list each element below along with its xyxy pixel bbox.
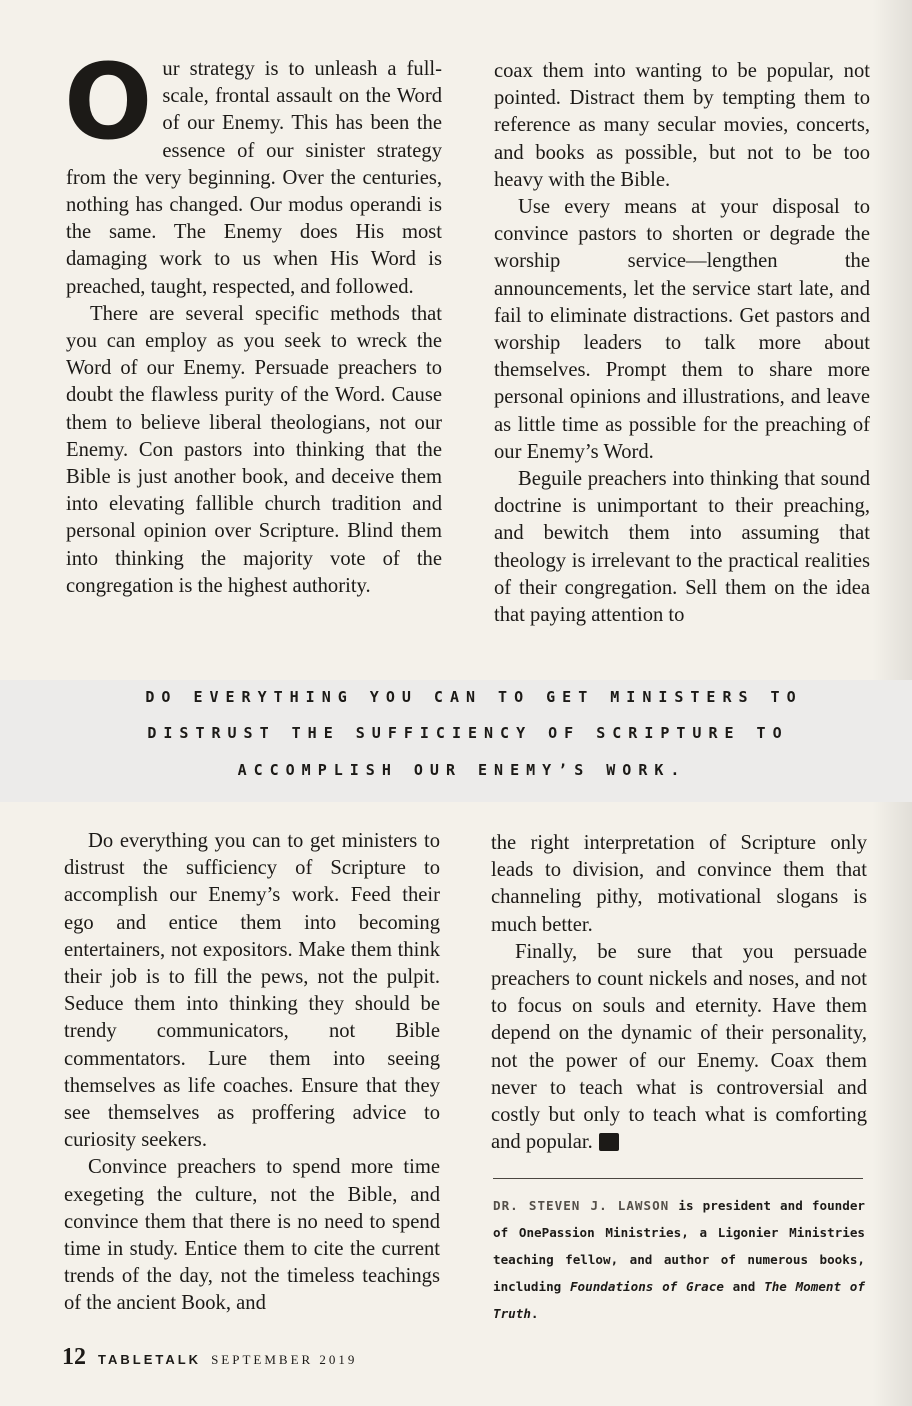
article-paragraph	[491, 939, 867, 1157]
bio-text: .	[530, 1306, 539, 1321]
end-mark-icon: T	[599, 1133, 619, 1151]
page-footer	[62, 1344, 357, 1371]
author-name: DR. STEVEN J. LAWSON	[493, 1198, 670, 1213]
article-column-bottom-left	[64, 828, 440, 1318]
pull-quote-line: DISTRUST THE SUFFICIENCY OF SCRIPTURE TO	[147, 724, 789, 742]
article-column-bottom-right	[491, 830, 867, 1156]
bio-text: and	[723, 1279, 765, 1294]
article-column-top-right	[494, 58, 870, 629]
paragraph-text: Finally, be sure that you persuade preachers to count nickels and noses, and not to focus on souls and eternity. Have them depend on the dynamic of their personality, not the power of our Enemy. Coax them never to teach what is controversial and costly but only to teach what is comforting and popular.	[491, 940, 867, 1154]
drop-cap: O	[64, 41, 151, 163]
author-bio	[493, 1192, 865, 1327]
article-paragraph: coax them into wanting to be popular, not pointed. Distract them by tempting them to reference as many secular movies, concerts, and books as possible, but not to be too heavy with the Bible.	[494, 60, 870, 191]
article-paragraph: There are several specific methods that you can employ as you seek to wreck the Word of our Enemy. Persuade preachers to doubt the flawless purity of the Word. Cause them to believe liberal theologians, not our Enemy. Con pastors into thinking that the Bible is just another book, and deceive them into elevating fallible church tradition and personal opinion over Scripture. Blind them into thinking the majority vote of the congregation is the highest authority.	[66, 302, 442, 597]
issue-date: SEPTEMBER 2019	[211, 1352, 358, 1367]
paragraph-text: ur strategy is to unleash a full-scale, frontal assault on the Word of our Enemy. This has been the essence of our sinister strategy from the very beginning. Over the centuries, nothing has changed. Our modus operandi is the same. The Enemy does His most damaging work to us when His Word is preached, taught, respected, and followed.	[66, 58, 442, 298]
article-paragraph: the right interpretation of Scripture only leads to division, and convince them that channeling pithy, motivational slogans is much better.	[491, 832, 867, 936]
article-paragraph: Use every means at your disposal to convince pastors to shorten or degrade the worship service—lengthen the announcements, let the service start late, and fail to eliminate distractions. Get pastors and worship leaders to talk more about themselves. Prompt them to share more personal opinions and illustrations, and leave as little time as possible for the preaching of our Enemy’s Word.	[494, 196, 870, 463]
pull-quote-line: DO EVERYTHING YOU CAN TO GET MINISTERS TO	[145, 688, 803, 706]
bio-divider	[493, 1178, 863, 1179]
bio-text: is president and founder of OnePassion Ministries, a Ligonier Ministries teaching fellow, and author of numerous books, including	[493, 1198, 865, 1294]
book-title: The Moment of Truth	[493, 1279, 865, 1321]
page-number: 12	[62, 1344, 86, 1370]
pull-quote-line: ACCOMPLISH OUR ENEMY’S WORK.	[237, 761, 687, 779]
article-paragraph: Convince preachers to spend more time exegeting the culture, not the Bible, and convince them that there is no need to spend time in study. Entice them to cite the current trends of the day, not the timeless teachings of the ancient Book, and	[64, 1156, 440, 1315]
magazine-name: TABLETALK	[98, 1352, 202, 1367]
article-paragraph	[64, 41, 442, 301]
book-title: Foundations of Grace	[569, 1279, 724, 1294]
article-paragraph: Beguile preachers into thinking that sound doctrine is unimportant to their preaching, and bewitch them into assuming that theology is irrelevant to the practical realities of their congregation. Sell them on the idea that paying attention to	[494, 468, 870, 627]
article-column-top-left	[64, 41, 442, 600]
article-paragraph: Do everything you can to get ministers to distrust the sufficiency of Scripture to accomplish our Enemy’s work. Feed their ego and entice them into becoming entertainers, not expositors. Make them think their job is to fill the pews, not the pulpit. Seduce them into thinking they should be trendy communicators, not Bible commentators. Lure them into seeing themselves as life coaches. Ensure that they see themselves as proffering advice to curiosity seekers.	[64, 830, 440, 1152]
